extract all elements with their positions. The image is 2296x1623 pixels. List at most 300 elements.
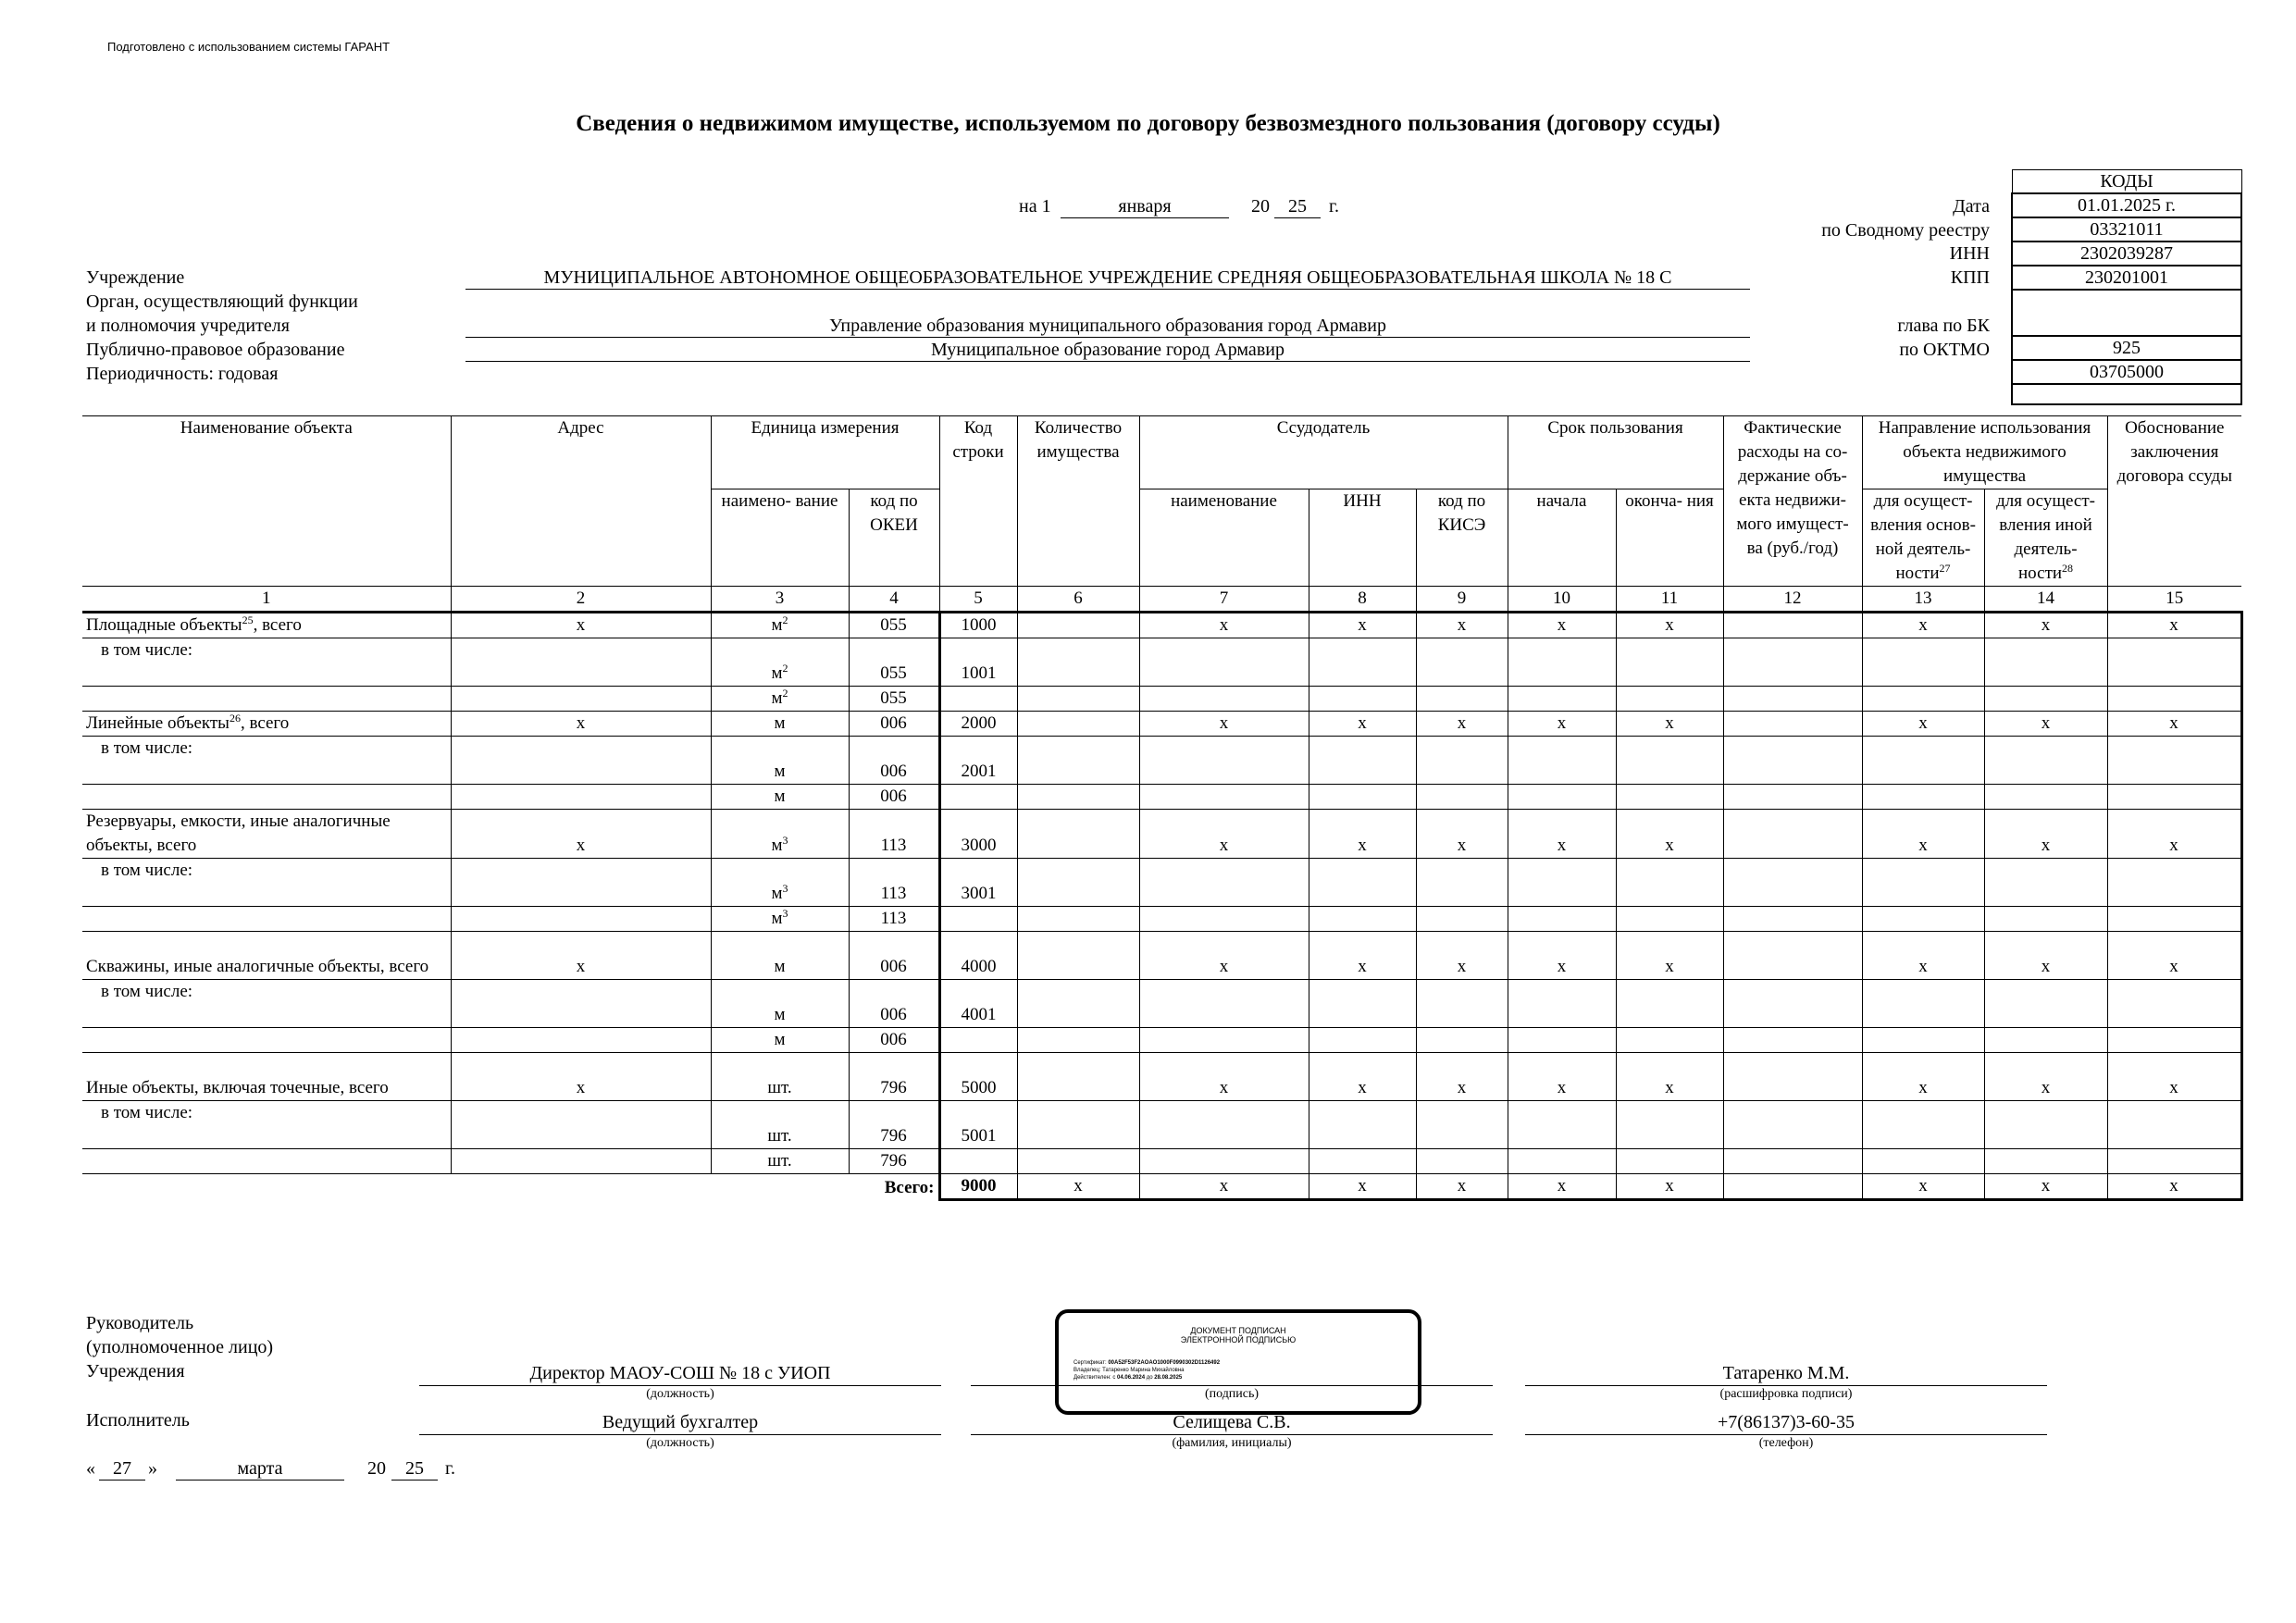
term-end-cell: x	[1616, 932, 1723, 980]
dir-main-cell: x	[1862, 712, 1984, 737]
table-cell	[1139, 1101, 1309, 1149]
row-name: Резервуары, емкости, иные аналогичные объекты, всего	[82, 810, 451, 859]
table-cell	[1017, 785, 1139, 810]
unit-cell: м	[711, 712, 849, 737]
col-number: 7	[1139, 587, 1309, 613]
table-cell	[1017, 1101, 1139, 1149]
basis-cell	[2107, 638, 2241, 687]
table-cell	[1416, 980, 1508, 1028]
table-row	[82, 1101, 2241, 1149]
total-row	[82, 1174, 2241, 1200]
row-code-cell: 3000	[939, 810, 1017, 859]
table-row	[82, 737, 2241, 785]
table-cell	[1309, 907, 1416, 932]
dir-other-cell: x	[1984, 712, 2107, 737]
term-start-cell: x	[1508, 1053, 1616, 1101]
unit-cell: м	[711, 932, 849, 980]
incl-label: в том числе:	[82, 737, 451, 785]
qty-cell	[1017, 712, 1139, 737]
row-code-cell: 5000	[939, 1053, 1017, 1101]
unit-cell: шт.	[711, 1053, 849, 1101]
stamp-line1: ДОКУМЕНТ ПОДПИСАН	[1190, 1326, 1286, 1335]
expenses-cell	[1723, 1174, 1862, 1200]
table-cell	[1309, 638, 1416, 687]
th-expenses: Фактические расходы на со- держание объ- екта недвижи- мого имущест- ва (руб./год)	[1723, 416, 1862, 587]
head-label-3: Учреждения	[86, 1361, 185, 1381]
term-end-cell: x	[1616, 1053, 1723, 1101]
table-cell	[1508, 785, 1616, 810]
address-cell	[451, 980, 711, 1028]
lender-name-cell: x	[1139, 712, 1309, 737]
table-cell	[1984, 1028, 2107, 1053]
public-label: Публично-правовое образование	[86, 340, 345, 360]
basis-cell	[2107, 980, 2241, 1028]
th-term-end: оконча- ния	[1616, 489, 1723, 587]
table-cell	[1309, 1101, 1416, 1149]
row-code-cell	[939, 785, 1017, 810]
table-cell	[1723, 980, 1862, 1028]
table-cell	[1139, 980, 1309, 1028]
basis-cell	[2107, 1101, 2241, 1149]
basis-cell	[2107, 687, 2241, 712]
unit-cell: $м^3$	[711, 859, 849, 907]
table-cell	[1508, 1101, 1616, 1149]
table-row	[82, 1149, 2241, 1174]
term-start-cell: x	[1508, 712, 1616, 737]
table-cell	[1723, 737, 1862, 785]
address-cell: x	[451, 712, 711, 737]
public-value: Муниципальное образование город Армавир	[465, 340, 1750, 362]
basis-cell: x	[2107, 1174, 2241, 1200]
founder-value: Управление образования муниципального образования город Армавир	[465, 316, 1750, 338]
table-cell	[1862, 980, 1984, 1028]
okei-cell: 055	[849, 613, 939, 638]
table-cell	[1416, 638, 1508, 687]
unit-cell: шт.	[711, 1101, 849, 1149]
th-term-start: начала	[1508, 489, 1616, 587]
address-cell	[451, 785, 711, 810]
row-code-cell	[939, 1149, 1017, 1174]
table-row	[82, 1028, 2241, 1053]
table-cell	[1139, 737, 1309, 785]
expenses-cell	[1723, 613, 1862, 638]
basis-cell	[2107, 1028, 2241, 1053]
basis-cell: x	[2107, 810, 2241, 859]
th-lender-name: наименование	[1139, 489, 1309, 587]
codes-header: КОДЫ	[2012, 170, 2241, 194]
unit-cell: м	[711, 785, 849, 810]
code-value-registry: 03321011	[2012, 217, 2241, 242]
okei-cell: 113	[849, 907, 939, 932]
table-cell	[1862, 1101, 1984, 1149]
table-cell	[1139, 907, 1309, 932]
th-unit-name: наимено- вание	[711, 489, 849, 587]
property-table	[82, 415, 2243, 1201]
table-row	[82, 687, 2241, 712]
table-cell	[1309, 1028, 1416, 1053]
code-value-inn: 2302039287	[2012, 242, 2241, 266]
okei-cell: 006	[849, 980, 939, 1028]
th-dir-other: для осущест- вления иной деятель- ности$^{28}$	[1984, 489, 2107, 587]
table-cell	[1139, 1028, 1309, 1053]
row-code-cell: 4000	[939, 932, 1017, 980]
table-cell	[1309, 737, 1416, 785]
table-cell	[1416, 737, 1508, 785]
unit-cell: м	[711, 1028, 849, 1053]
basis-cell: x	[2107, 1053, 2241, 1101]
table-cell	[1984, 1101, 2107, 1149]
sign-date-month: марта	[176, 1458, 344, 1481]
code-label-date: Дата	[1953, 196, 1990, 217]
table-cell	[1416, 907, 1508, 932]
col-number: 8	[1309, 587, 1416, 613]
unit-cell: шт.	[711, 1149, 849, 1174]
table-cell	[1309, 785, 1416, 810]
table-cell	[1508, 737, 1616, 785]
incl-label: в том числе:	[82, 638, 451, 687]
unit-cell: $м^2$	[711, 613, 849, 638]
lender-kise-cell: x	[1416, 932, 1508, 980]
sub-position-2: (должность)	[646, 1436, 714, 1450]
table-cell	[1508, 980, 1616, 1028]
address-cell: x	[451, 932, 711, 980]
qty-cell: x	[1017, 1174, 1139, 1200]
row-code-cell: 1000	[939, 613, 1017, 638]
address-cell	[451, 1149, 711, 1174]
table-cell	[1984, 980, 2107, 1028]
table-cell	[1984, 1149, 2107, 1174]
address-cell	[451, 687, 711, 712]
code-label-kpp: КПП	[1950, 267, 1990, 288]
unit-cell: $м^2$	[711, 687, 849, 712]
table-cell	[1723, 859, 1862, 907]
table-cell	[1508, 638, 1616, 687]
expenses-cell	[1723, 1053, 1862, 1101]
th-lender: Ссудодатель	[1139, 416, 1508, 489]
table-row	[82, 932, 2241, 980]
okei-cell: 006	[849, 1028, 939, 1053]
code-value-empty-2	[2012, 384, 2241, 404]
table-row	[82, 712, 2241, 737]
code-value-bk: 925	[2012, 336, 2241, 360]
term-end-cell: x	[1616, 712, 1723, 737]
sub-position-1: (должность)	[646, 1387, 714, 1401]
table-cell	[1017, 1149, 1139, 1174]
basis-cell	[2107, 907, 2241, 932]
executor-name: Селищева С.В.	[971, 1410, 1493, 1435]
basis-cell: x	[2107, 932, 2241, 980]
date-prefix: на 1	[1019, 196, 1051, 217]
row-code-cell	[939, 1028, 1017, 1053]
e-signature-stamp	[1055, 1309, 1421, 1415]
okei-cell: 796	[849, 1101, 939, 1149]
table-cell	[1984, 687, 2107, 712]
sign-date-year: 25	[391, 1458, 438, 1481]
unit-cell: $м^2$	[711, 638, 849, 687]
lender-kise-cell: x	[1416, 613, 1508, 638]
sign-date-suffix: г.	[445, 1458, 455, 1479]
table-cell	[1416, 785, 1508, 810]
table-cell	[1139, 785, 1309, 810]
th-row-code: Код строки	[939, 416, 1017, 587]
sub-decode: (расшифровка подписи)	[1719, 1387, 1853, 1401]
unit-cell: м	[711, 737, 849, 785]
lender-name-cell: x	[1139, 1174, 1309, 1200]
row-name	[82, 907, 451, 932]
table-row	[82, 638, 2241, 687]
table-cell	[1862, 737, 1984, 785]
code-value-empty	[2012, 290, 2241, 336]
header-note: Подготовлено с использованием системы ГАРАНТ	[107, 40, 391, 54]
table-cell	[1616, 687, 1723, 712]
th-direction: Направление использования объекта недвижимого имущества	[1862, 416, 2107, 489]
executor-label: Исполнитель	[86, 1410, 190, 1431]
table-cell	[1139, 859, 1309, 907]
qty-cell	[1017, 932, 1139, 980]
row-code-cell: 4001	[939, 980, 1017, 1028]
code-value-oktmo: 03705000	[2012, 360, 2241, 384]
th-term: Срок пользования	[1508, 416, 1723, 489]
executor-phone: +7(86137)3-60-35	[1525, 1410, 2047, 1435]
expenses-cell	[1723, 810, 1862, 859]
table-cell	[1723, 907, 1862, 932]
table-cell	[1723, 785, 1862, 810]
qty-cell	[1017, 1053, 1139, 1101]
row-name	[82, 687, 451, 712]
col-number: 10	[1508, 587, 1616, 613]
dir-other-cell: x	[1984, 810, 2107, 859]
col-number: 14	[1984, 587, 2107, 613]
table-cell	[1862, 687, 1984, 712]
col-number: 15	[2107, 587, 2241, 613]
okei-cell: 006	[849, 737, 939, 785]
lender-inn-cell: x	[1309, 712, 1416, 737]
lender-inn-cell: x	[1309, 1053, 1416, 1101]
head-label-2: (уполномоченное лицо)	[86, 1337, 274, 1357]
table-cell	[1616, 859, 1723, 907]
term-start-cell: x	[1508, 613, 1616, 638]
col-number: 11	[1616, 587, 1723, 613]
row-name: Иные объекты, включая точечные, всего	[82, 1053, 451, 1101]
head-label-1: Руководитель	[86, 1313, 194, 1333]
institution-label: Учреждение	[86, 267, 185, 288]
sign-date-day: 27	[99, 1458, 145, 1481]
address-cell: x	[451, 810, 711, 859]
okei-cell: 796	[849, 1053, 939, 1101]
date-month: января	[1061, 196, 1229, 218]
dir-main-cell: x	[1862, 810, 1984, 859]
table-cell	[1508, 859, 1616, 907]
sub-fio: (фамилия, инициалы)	[1172, 1436, 1292, 1450]
lender-inn-cell: x	[1309, 810, 1416, 859]
table-row	[82, 980, 2241, 1028]
dir-main-cell: x	[1862, 1174, 1984, 1200]
date-year-prefix: 20	[1251, 196, 1270, 217]
address-cell	[451, 737, 711, 785]
col-number: 13	[1862, 587, 1984, 613]
table-cell	[1508, 1149, 1616, 1174]
table-cell	[1862, 1149, 1984, 1174]
dir-main-cell: x	[1862, 1053, 1984, 1101]
dir-main-cell: x	[1862, 613, 1984, 638]
lender-name-cell: x	[1139, 613, 1309, 638]
expenses-cell	[1723, 932, 1862, 980]
head-name: Татаренко М.М.	[1525, 1361, 2047, 1386]
table-cell	[1984, 907, 2107, 932]
row-code-cell: 1001	[939, 638, 1017, 687]
th-lender-inn: ИНН	[1309, 489, 1416, 587]
table-cell	[1309, 1149, 1416, 1174]
th-qty: Количество имущества	[1017, 416, 1139, 587]
th-address: Адрес	[451, 416, 711, 587]
table-cell	[1416, 687, 1508, 712]
total-code: 9000	[939, 1174, 1017, 1200]
okei-cell: 796	[849, 1149, 939, 1174]
total-label: Всего:	[884, 1177, 935, 1197]
table-cell	[1616, 1149, 1723, 1174]
lender-kise-cell: x	[1416, 810, 1508, 859]
table-row	[82, 613, 2241, 638]
row-code-cell: 5001	[939, 1101, 1017, 1149]
term-end-cell: x	[1616, 613, 1723, 638]
lender-kise-cell: x	[1416, 1053, 1508, 1101]
dir-other-cell: x	[1984, 932, 2107, 980]
term-start-cell: x	[1508, 1174, 1616, 1200]
code-label-registry: по Сводному реестру	[1821, 220, 1990, 241]
th-basis: Обоснование заключения договора ссуды	[2107, 416, 2241, 587]
code-value-kpp: 230201001	[2012, 266, 2241, 290]
basis-cell: x	[2107, 712, 2241, 737]
table-cell	[1862, 1028, 1984, 1053]
lender-kise-cell: x	[1416, 1174, 1508, 1200]
unit-cell: $м^3$	[711, 907, 849, 932]
table-cell	[1017, 907, 1139, 932]
table-cell	[1862, 785, 1984, 810]
table-cell	[1017, 638, 1139, 687]
table-cell	[1723, 638, 1862, 687]
table-cell	[1984, 638, 2107, 687]
th-dir-main: для осущест- вления основ- ной деятель- ности$^{27}$	[1862, 489, 1984, 587]
th-unit: Единица измерения	[711, 416, 939, 489]
col-number: 3	[711, 587, 849, 613]
table-cell	[1616, 1028, 1723, 1053]
table-cell	[1616, 737, 1723, 785]
table-cell	[1139, 638, 1309, 687]
term-end-cell: x	[1616, 810, 1723, 859]
table-cell	[1017, 859, 1139, 907]
term-start-cell: x	[1508, 932, 1616, 980]
table-cell	[1309, 859, 1416, 907]
col-number: 1	[82, 587, 451, 613]
stamp-owner: Владелец: Татаренко Марина Михайловна	[1074, 1368, 1185, 1373]
row-code-cell	[939, 687, 1017, 712]
date-suffix: г.	[1329, 196, 1339, 217]
row-code-cell	[939, 907, 1017, 932]
executor-position: Ведущий бухгалтер	[419, 1410, 941, 1435]
expenses-cell	[1723, 712, 1862, 737]
row-code-cell: 3001	[939, 859, 1017, 907]
th-unit-code: код по ОКЕИ	[849, 489, 939, 587]
lender-name-cell: x	[1139, 810, 1309, 859]
col-number: 6	[1017, 587, 1139, 613]
okei-cell: 006	[849, 712, 939, 737]
okei-cell: 055	[849, 638, 939, 687]
table-cell	[1508, 687, 1616, 712]
stamp-line2: ЭЛЕКТРОННОЙ ПОДПИСЬЮ	[1180, 1335, 1297, 1344]
sub-signature: (подпись)	[1204, 1387, 1260, 1401]
address-cell: x	[451, 613, 711, 638]
table-cell	[1984, 859, 2107, 907]
term-end-cell: x	[1616, 1174, 1723, 1200]
dir-main-cell: x	[1862, 932, 1984, 980]
sub-phone: (телефон)	[1758, 1436, 1814, 1450]
institution-value: МУНИЦИПАЛЬНОЕ АВТОНОМНОЕ ОБЩЕОБРАЗОВАТЕЛЬНОЕ УЧРЕЖДЕНИЕ СРЕДНЯЯ ОБЩЕОБРАЗОВАТЕЛЬНАЯ ШКОЛА № 18 С	[465, 267, 1750, 290]
lender-inn-cell: x	[1309, 1174, 1416, 1200]
lender-inn-cell: x	[1309, 613, 1416, 638]
date-open: «	[86, 1458, 95, 1479]
basis-cell	[2107, 859, 2241, 907]
table-cell	[1723, 1149, 1862, 1174]
okei-cell: 006	[849, 785, 939, 810]
head-position: Директор МАОУ-СОШ № 18 с УИОП	[419, 1361, 941, 1386]
table-cell	[1616, 638, 1723, 687]
table-row	[82, 785, 2241, 810]
qty-cell	[1017, 810, 1139, 859]
table-cell	[1309, 980, 1416, 1028]
code-label-inn: ИНН	[1949, 243, 1990, 264]
unit-cell: $м^3$	[711, 810, 849, 859]
periodicity: Периодичность: годовая	[86, 364, 279, 384]
okei-cell: 006	[849, 932, 939, 980]
table-cell	[1017, 687, 1139, 712]
col-number: 4	[849, 587, 939, 613]
address-cell	[451, 1028, 711, 1053]
incl-label: в том числе:	[82, 980, 451, 1028]
founder-label-1: Орган, осуществляющий функции	[86, 291, 358, 312]
th-lender-kise: код по КИСЭ	[1416, 489, 1508, 587]
table-row	[82, 859, 2241, 907]
table-cell	[1139, 687, 1309, 712]
sign-date-year-prefix: 20	[367, 1458, 386, 1479]
col-number: 9	[1416, 587, 1508, 613]
codes-box	[2011, 169, 2242, 405]
date-year: 25	[1274, 196, 1321, 218]
table-cell	[1508, 907, 1616, 932]
row-name	[82, 1149, 451, 1174]
basis-cell	[2107, 1149, 2241, 1174]
address-cell: x	[451, 1053, 711, 1101]
page-title: Сведения о недвижимом имуществе, используемом по договору безвозмездного пользования (договору ссуды)	[576, 111, 1720, 136]
okei-cell: 113	[849, 810, 939, 859]
address-cell	[451, 638, 711, 687]
table-cell	[1017, 980, 1139, 1028]
dir-other-cell: x	[1984, 1053, 2107, 1101]
table-cell	[1862, 907, 1984, 932]
unit-cell: м	[711, 980, 849, 1028]
table-cell	[1723, 1101, 1862, 1149]
okei-cell: 113	[849, 859, 939, 907]
okei-cell: 055	[849, 687, 939, 712]
table-cell	[1017, 737, 1139, 785]
table-cell	[1416, 1149, 1508, 1174]
table-cell	[1017, 1028, 1139, 1053]
table-cell	[1862, 638, 1984, 687]
table-cell	[1723, 687, 1862, 712]
row-name: Площадные объекты$^{25}$, всего	[82, 613, 451, 638]
basis-cell	[2107, 737, 2241, 785]
dir-other-cell: x	[1984, 1174, 2107, 1200]
lender-inn-cell: x	[1309, 932, 1416, 980]
